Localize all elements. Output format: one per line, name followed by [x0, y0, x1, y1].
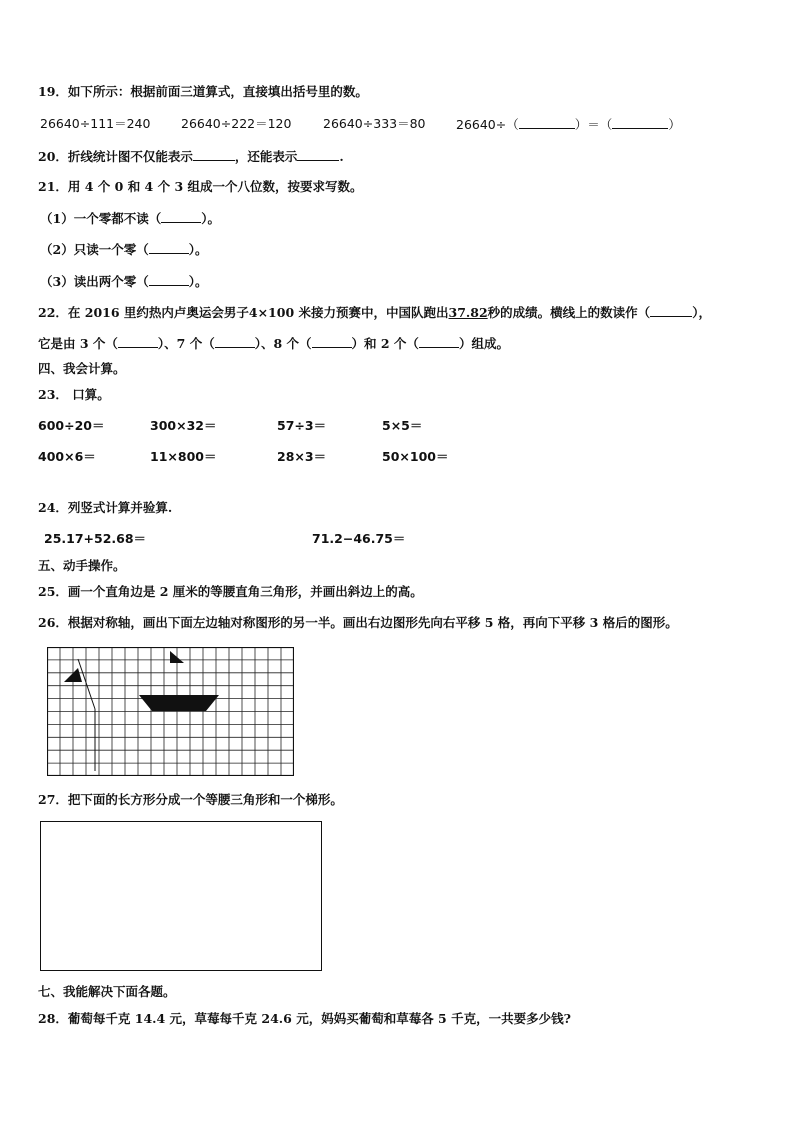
q21-sub3-text: （3）读出两个零（ — [40, 274, 149, 289]
question-22-line-2 — [38, 335, 509, 352]
q23-r1-c3: 57÷3＝ — [277, 418, 327, 433]
q22-line2-b: ）、7 个（ — [157, 336, 215, 351]
q23-r2-c4: 50×100＝ — [382, 449, 449, 464]
q22-blank-1[interactable] — [118, 335, 158, 348]
q22-blank-2[interactable] — [215, 335, 255, 348]
question-27: 27．把下面的长方形分成一个等腰三角形和一个梯形。 — [38, 792, 343, 807]
q24-expression-a: 25.17+52.68＝ — [44, 531, 147, 546]
q19-blank-quotient[interactable] — [612, 116, 668, 129]
q20-part1: 20．折线统计图不仅能表示 — [38, 149, 193, 164]
question-22-line-1 — [38, 304, 711, 321]
q22-blank-reading[interactable] — [650, 304, 692, 317]
q21-blank-1[interactable] — [161, 210, 201, 223]
q22-part3: ）， — [692, 305, 711, 320]
q22-line2-e: ）组成。 — [458, 336, 509, 351]
q20-blank-2[interactable] — [297, 148, 339, 161]
q20-part2: ，还能表示 — [234, 149, 298, 164]
question-28: 28．葡萄每千克 14.4 元，草莓每千克 24.6 元，妈妈买葡萄和草莓各 5 千克，一共要多少钱? — [38, 1011, 571, 1026]
section-4-heading: 四、我会计算。 — [38, 361, 126, 376]
q26-grid-figure — [47, 647, 294, 776]
q19-equation-4 — [456, 116, 681, 133]
q22-blank-4[interactable] — [419, 335, 459, 348]
q21-sub-2 — [40, 241, 207, 258]
q22-line2-c: ）、8 个（ — [254, 336, 312, 351]
section-5-heading: 五、动手操作。 — [38, 558, 126, 573]
q21-sub3-close: ）。 — [188, 274, 208, 289]
question-26: 26．根据对称轴，画出下面左边轴对称图形的另一半。画出右边图形先向右平移 5 格，再向下平移 3 格后的图形。 — [38, 615, 678, 630]
q19-eq4-mid: ）＝（ — [574, 117, 613, 132]
q21-sub-1 — [40, 210, 220, 227]
q22-line2-a: 它是由 3 个（ — [38, 336, 118, 351]
q19-equation-3: 26640÷333＝80 — [323, 116, 426, 131]
question-25: 25．画一个直角边是 2 厘米的等腰直角三角形，并画出斜边上的高。 — [38, 584, 423, 599]
q22-line2-d: ）和 2 个（ — [351, 336, 419, 351]
q21-sub-3 — [40, 273, 207, 290]
q21-sub2-close: ）。 — [188, 242, 208, 257]
q23-r1-c4: 5×5＝ — [382, 418, 423, 433]
question-19-stem: 19．如下所示：根据前面三道算式，直接填出括号里的数。 — [38, 84, 368, 99]
q23-r1-c1: 600÷20＝ — [38, 418, 105, 433]
q26-symmetry-axis-upper — [78, 659, 95, 709]
q23-r1-c2: 300×32＝ — [150, 418, 217, 433]
q24-expression-b: 71.2−46.75＝ — [312, 531, 406, 546]
q27-rectangle — [40, 821, 322, 971]
q19-eq4-prefix: 26640÷（ — [456, 117, 519, 132]
q22-part2: 秒的成绩。横线上的数读作（ — [487, 305, 651, 320]
q23-r2-c3: 28×3＝ — [277, 449, 327, 464]
q22-blank-3[interactable] — [312, 335, 352, 348]
q21-sub1-text: （1）一个零都不读（ — [40, 211, 162, 226]
question-21-stem: 21．用 4 个 0 和 4 个 3 组成一个八位数，按要求写数。 — [38, 179, 363, 194]
q21-blank-3[interactable] — [149, 273, 189, 286]
q19-equation-1: 26640÷111＝240 — [40, 116, 151, 131]
q19-equation-2: 26640÷222＝120 — [181, 116, 292, 131]
question-20 — [38, 148, 344, 165]
q22-underlined-number: 37.82 — [448, 305, 488, 320]
section-7-heading: 七、我能解决下面各题。 — [38, 984, 176, 999]
q23-r2-c2: 11×800＝ — [150, 449, 217, 464]
q21-blank-2[interactable] — [149, 241, 189, 254]
q21-sub1-close: ）。 — [201, 211, 220, 226]
q20-part3: . — [339, 149, 344, 164]
question-24-stem: 24．列竖式计算并验算. — [38, 500, 173, 515]
q26-grid-lines — [47, 647, 294, 776]
q23-r2-c1: 400×6＝ — [38, 449, 96, 464]
q19-eq4-suffix: ） — [668, 117, 681, 132]
q19-blank-divisor[interactable] — [519, 116, 575, 129]
q22-part1: 22．在 2016 里约热内卢奥运会男子4×100 米接力预赛中，中国队跑出 — [38, 305, 449, 320]
q26-grid-svg — [47, 647, 294, 776]
question-23-stem: 23． 口算。 — [38, 387, 110, 402]
q26-trapezoid-shape — [139, 695, 219, 711]
q21-sub2-text: （2）只读一个零（ — [40, 242, 149, 257]
q20-blank-1[interactable] — [193, 148, 235, 161]
